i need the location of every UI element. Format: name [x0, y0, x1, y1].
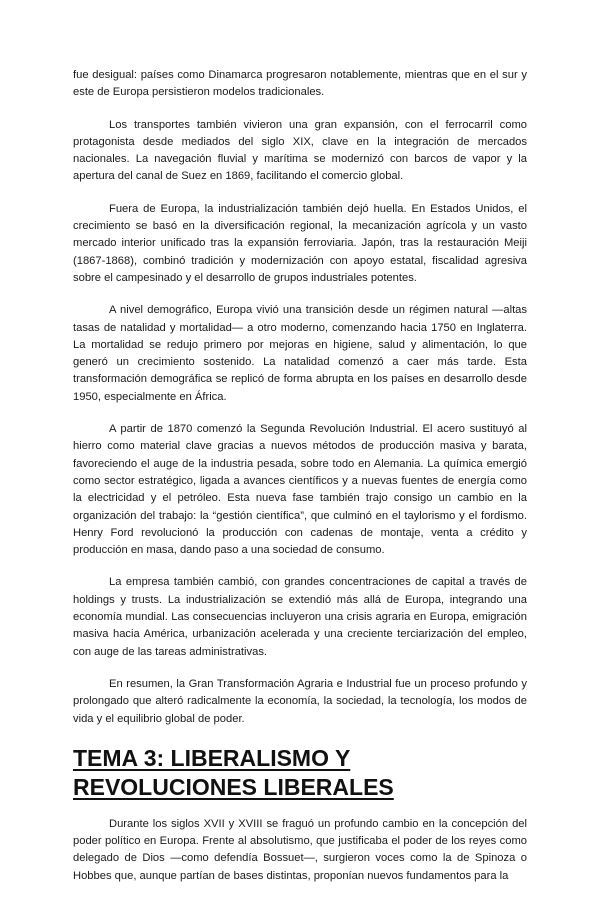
paragraph-transportes: Los transportes también vivieron una gran expansión, con el ferrocarril como protagonista desde mediados del siglo XIX, clave en la integración de mercados nacionales. La navegación fluvial y marítima se modernizó con barcos de vapor y la apertura del canal de Suez en 1869, facilitando el comercio global.: [73, 118, 527, 183]
paragraph-segunda-revolucion: A partir de 1870 comenzó la Segunda Revolución Industrial. El acero sustituyó al hierro como material clave gracias a nuevos métodos de producción masiva y barata, favoreciendo el auge de la industria pesada, sobre todo en Alemania. La química emergió como sector estratégico, ligada a avances científicos y a nuevas fuentes de energía como la electricidad y el petróleo. Esta nueva fase también trajo consigo un cambio en la organización del trabajo: la “gestión científica”, que culminó en el taylorismo y el fordismo. Henry Ford revolucionó la producción con cadenas de montaje, venta a crédito y producción en masa, dando paso a una sociedad de consumo.: [73, 423, 527, 557]
page-content: [73, 67, 527, 900]
paragraph-continuation: fue desigual: países como Dinamarca progresaron notablemente, mientras que en el sur y este de Europa persistieron modelos tradicionales.: [73, 69, 527, 99]
section-heading: TEMA 3: LIBERALISMO Y REVOLUCIONES LIBERALES: [73, 744, 394, 800]
paragraph-resumen: En resumen, la Gran Transformación Agraria e Industrial fue un proceso profundo y prolongado que alteró radicalmente la economía, la sociedad, la tecnología, los modos de vida y el equilibrio global de poder.: [73, 677, 527, 725]
paragraph-liberalismo-intro: Durante los siglos XVII y XVIII se fraguó un profundo cambio en la concepción del poder político en Europa. Frente al absolutismo, que justificaba el poder de los reyes como delegado de Dios —como defendía Bossuet—, surgieron voces como la de Spinoza o Hobbes que, aunque partían de bases distintas, proponían nuevos fundamentos para la: [73, 817, 527, 882]
paragraph-empresa: La empresa también cambió, con grandes concentraciones de capital a través de holdings y trusts. La industrialización se extendió más allá de Europa, integrando una economía mundial. Las consecuencias incluyeron una crisis agraria en Europa, emigración masiva hacia América, urbanización acelerada y una creciente terciarización del empleo, con auge de las tareas administrativas.: [73, 576, 527, 658]
paragraph-demografia: A nivel demográfico, Europa vivió una transición desde un régimen natural —altas tasas de natalidad y mortalidad— a otro moderno, comenzando hacia 1750 en Inglaterra. La mortalidad se redujo primero por mejoras en higiene, salud y alimentación, lo que generó un crecimiento sostenido. La natalidad comenzó a caer más tarde. Esta transformación demográfica se replicó de forma abrupta en los países en desarrollo desde 1950, especialmente en África.: [73, 304, 527, 403]
paragraph-fuera-de-europa: Fuera de Europa, la industrialización también dejó huella. En Estados Unidos, el crecimiento se basó en la diversificación regional, la mecanización agrícola y un vasto mercado interior unificado tras la expansión ferroviaria. Japón, tras la restauración Meiji (1867-1868), combinó tradición y modernización con apoyo estatal, fiscalidad agresiva sobre el campesinado y el desarrollo de grupos industriales potentes.: [73, 202, 527, 284]
